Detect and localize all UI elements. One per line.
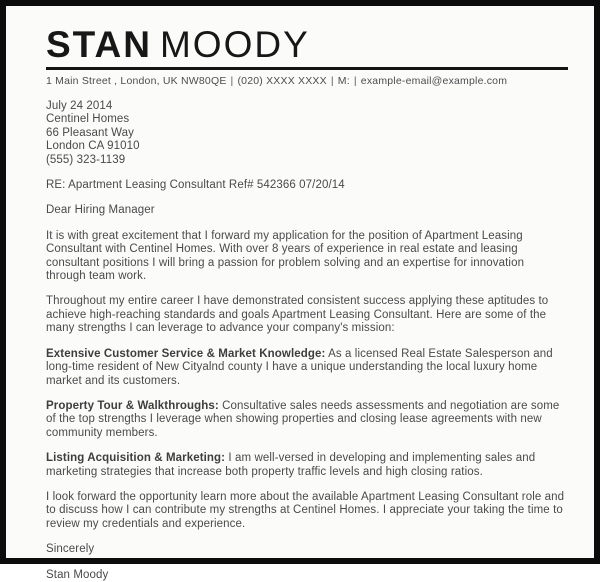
page-content [6,6,594,582]
recipient-company: Centinel Homes [46,113,130,126]
date-line: July 24 2014 [46,100,113,112]
strength-item [46,452,566,479]
contact-line [46,75,566,87]
intro-paragraph: It is with great excitement that I forward my application for the position of Apartment Leasing Consultant with Centinel Homes. With over 8 years of experience in real estate and leasing consultant positions I will bring a passion for problem solving and an expertise for innovation through team work. [46,229,525,283]
letterhead-first-name: STAN [46,24,152,65]
strength-item [46,348,566,388]
letterhead-name [46,26,566,63]
strength-lead: Extensive Customer Service & Market Knowledge: [46,347,326,360]
salutation: Dear Hiring Manager [46,204,155,217]
letter-body [46,100,566,582]
date-and-recipient-block [46,100,566,167]
contact-mobile-label: M: [337,75,350,87]
recipient-street: 66 Pleasant Way [46,126,135,139]
closing-paragraph: I look forward the opportunity learn more about the available Apartment Leasing Consultant role and to discuss how I can contribute my strengths at Centinel Homes. I appreciate your taking the time to review my credentials and experience. [46,490,565,530]
contact-separator: | [230,75,234,87]
strength-item [46,400,566,440]
aptitudes-paragraph: Throughout my entire career I have demonstrated consistent success applying these aptitudes to achieve high-reaching standards and goals Apartment Leasing Consultant. Here are some of the many strengths I can leverage to advance your company's mission: [46,295,549,335]
recipient-phone: (555) 323-1139 [46,153,126,166]
letterhead-last-name: MOODY [159,24,310,65]
valediction: Sincerely [46,543,95,556]
contact-separator: | [330,75,334,87]
signature-name: Stan Moody [46,568,109,581]
contact-address: 1 Main Street , London, UK NW80QE [46,75,227,87]
contact-phone: (020) XXXX XXXX [237,75,327,87]
contact-email: example-email@example.com [360,75,508,87]
re-line: RE: Apartment Leasing Consultant Ref# 542366 07/20/14 [46,179,345,192]
strength-lead: Property Tour & Walkthroughs: [46,399,219,412]
letterhead-rule [46,67,568,70]
strength-text: Consultative sales needs assessments and negotiation are some of the top strengths I leverage when showing properties and closing lease agreements with new community members. [46,399,560,439]
strength-lead: Listing Acquisition & Marketing: [46,452,226,465]
strength-text: I am well-versed in developing and implementing sales and marketing strategies that increase both property traffic levels and high closing ratios. [46,452,536,478]
contact-separator: | [353,75,357,87]
recipient-city: London CA 91010 [46,140,140,153]
strength-text: As a licensed Real Estate Salesperson and long-time resident of New Cityalnd county I have a unique understanding the local luxury home market and its customers. [46,347,553,387]
